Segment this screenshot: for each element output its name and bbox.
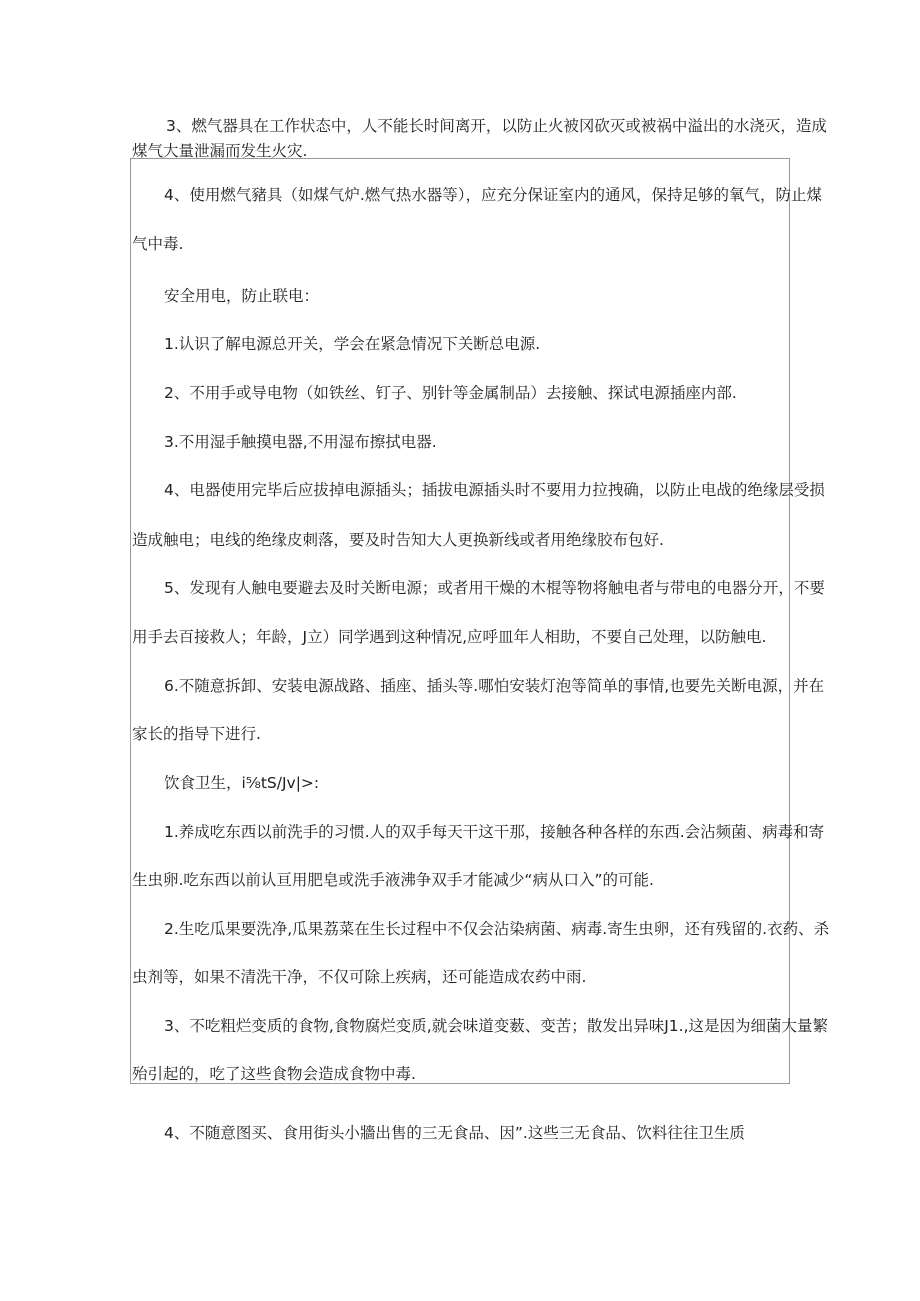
food-item-1-line-2: 生虫卵.吃东西以前认亘用肥皂或洗手液沸争双手才能减少“病从口入”的可能. — [132, 871, 654, 889]
electricity-item-4-line-1: 4、电器使用完毕后应拔掉电源插头；插拔电源插头时不要用力拉拽确，以防止电战的绝缘层受损 — [164, 481, 825, 499]
food-item-3-line-2: 殆引起的，吃了这些食物会造成食物中毒. — [132, 1065, 416, 1083]
electricity-item-6-line-1: 6.不随意拆卸、安装电源战路、插座、插头等.哪怕安装灯泡等简单的事情,也要先关断电源，并在 — [164, 677, 825, 695]
electricity-item-2: 2、不用手或导电物（如铁丝、钉子、别针等金属制品）去接触、探试电源插座内部. — [164, 384, 737, 402]
food-item-3-line-1: 3、不吃粗烂变质的食物,食物腐烂变质,就会味道变薮、变苦；散发出异味J1.,这是因为细菌大量繁 — [164, 1017, 829, 1035]
paragraph-ventilation-line-2: 气中毒. — [132, 235, 184, 253]
heading-food-hygiene: 饮食卫生，i⅝tS∕Jv|>: — [164, 774, 320, 792]
food-item-1-line-1: 1.养成吃东西以前洗手的习惯.人的双手每天干这干那，接触各种各样的东西.会沾频菌、病毒和寄 — [164, 823, 825, 841]
electricity-item-1: 1.认识了解电源总开关，学会在紧急情况下关断总电源. — [164, 335, 541, 353]
paragraph-ventilation-line-1: 4、使用燃气豬具（如煤气炉.燃气热水器等），应充分保证室内的通风，保持足够的氧气，防止煤 — [164, 186, 823, 204]
paragraph-street-food-line-1: 4、不随意图买、食用街头小牆出售的三无食品、因”.这些三无食品、饮料往往卫生质 — [164, 1124, 745, 1142]
electricity-item-6-line-2: 家长的指导下进行. — [132, 725, 261, 743]
food-item-2-line-1: 2.生吃瓜果要洗净,瓜果荔菜在生长过程中不仅会沾染病菌、病毒.寄生虫卵，还有残留的.衣药、杀 — [164, 920, 830, 938]
food-item-2-line-2: 虫剂等，如果不清洗干净，不仅可除上疾病，还可能造成农药中雨. — [132, 968, 587, 986]
electricity-item-5-line-1: 5、发现有人触电要避去及时关断电源；或者用干燥的木棍等物将触电者与带电的电器分开，不要 — [164, 579, 825, 597]
heading-electricity: 安全用电，防止联电： — [164, 287, 320, 305]
paragraph-gas-line-2: 煤气大量泄漏而发生火灾. — [132, 142, 308, 160]
electricity-item-4-line-2: 造成触电；电线的绝缘皮刺落，要及时告知大人更换新线或者用绝缘胶布包好. — [132, 531, 664, 549]
electricity-item-5-line-2: 用手去百接救人；年龄，J立）同学遇到这种情况,应呼皿年人相助，不要自己处理，以防触电. — [132, 628, 767, 646]
electricity-item-3: 3.不用湿手触摸电器,不用湿布擦拭电器. — [164, 433, 437, 451]
paragraph-gas-line-1: 3、燃气器具在工作状态中，人不能长时间离开，以防止火被冈砍灭或被祸中溢出的水浇灭，造成 — [166, 117, 827, 135]
